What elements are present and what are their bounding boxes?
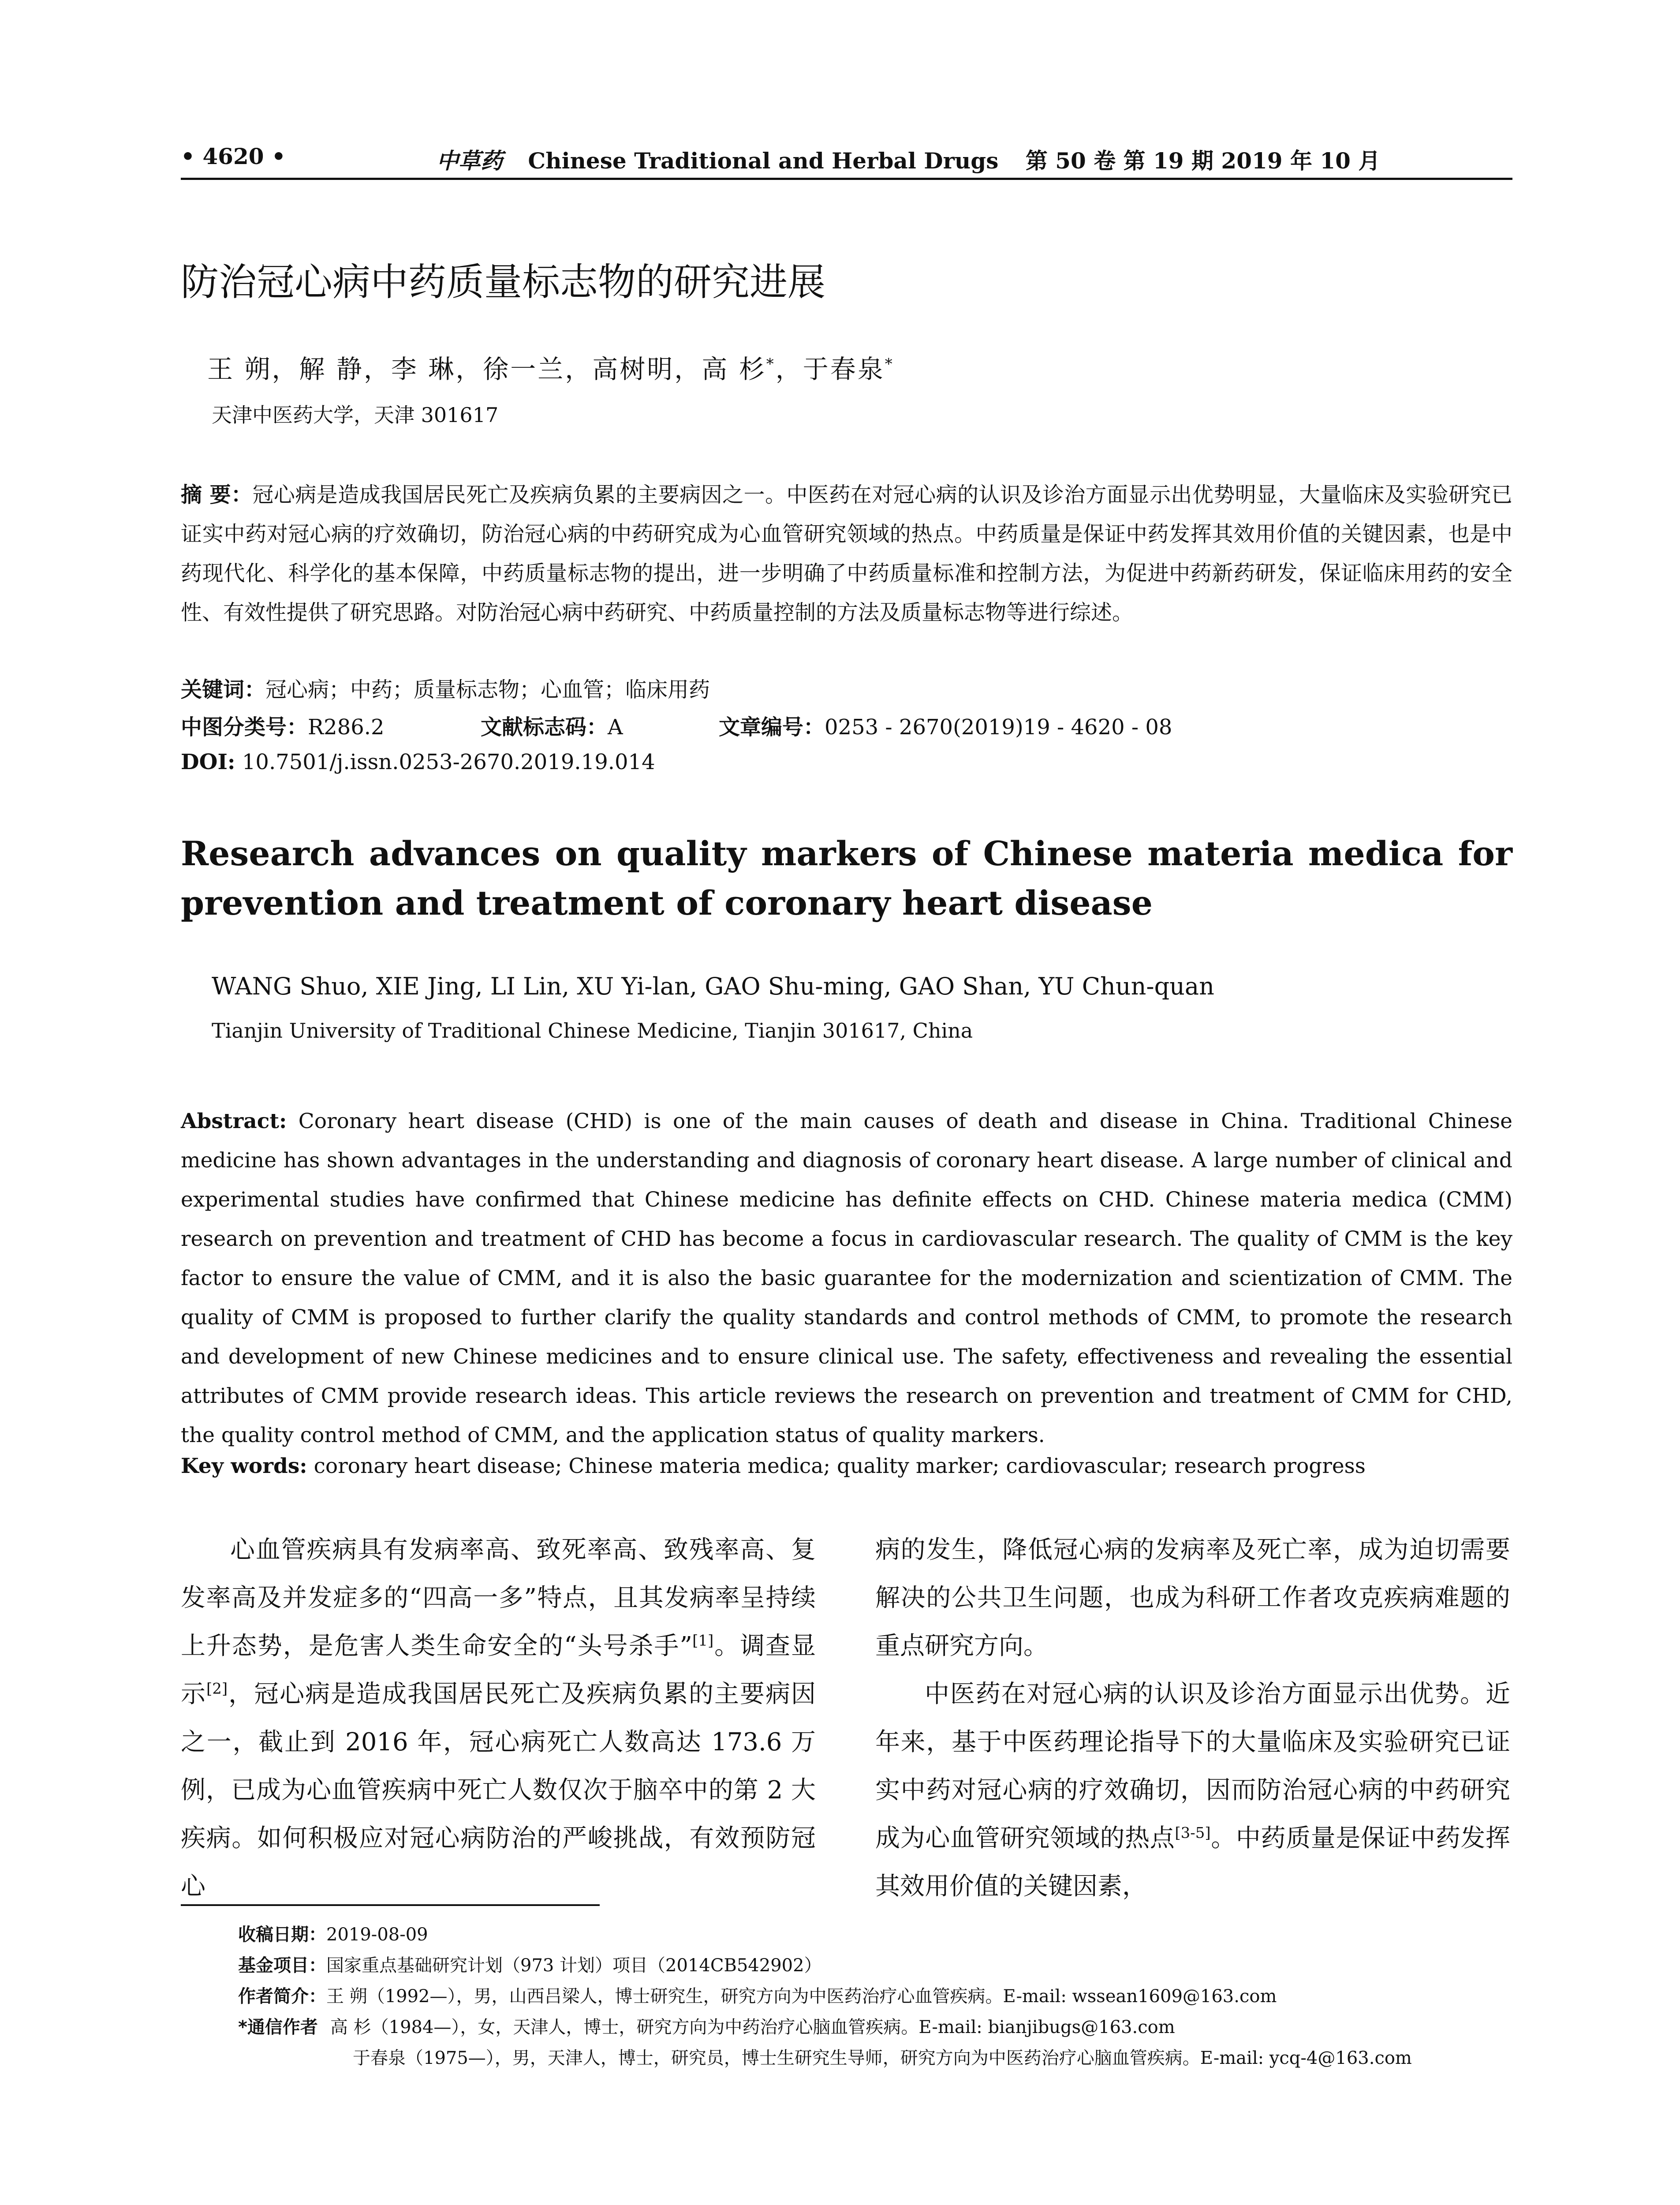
keywords-cn [181, 670, 1512, 710]
footnote-author-bio [238, 1982, 1277, 2007]
abstract-en-text: Coronary heart disease (CHD) is one of the main causes of death and disease in China. Traditional Chinese medicine has shown advantages in the understanding and diagnosis of coronary heart disease. A large number of clinical and experimental studies have confirmed that Chinese medicine has definite effects on CHD. Chinese materia medica (CMM) research on prevention and treatment of CHD has become a focus in cardiovascular research. The quality of CMM is the key factor to ensure the value of CMM, and it is also the basic guarantee for the modernization and scientization of CMM. The quality of CMM is proposed to further clarify the quality standards and control methods of CMM, to promote the research and development of new Chinese medicines and to ensure clinical use. The safety, effectiveness and revealing the essential attributes of CMM provide research ideas. This article reviews the research on prevention and treatment of CMM for CHD, the quality control method of CMM, and the application status of quality markers. [181, 1109, 1512, 1447]
body-right-paragraph-2 [875, 1670, 1510, 1910]
body-left-text-c: ，冠心病是造成我国居民死亡及疾病负累的主要病因之一，截止到 2016 年，冠心病死亡人数高达 173.6 万例，已成为心血管疾病中死亡人数仅次于脑卒中的第 2 大疾病。如何积极应对冠心病防治的严峻挑战，有效预防冠心 [181, 1680, 816, 1901]
footnote-rule [181, 1904, 600, 1906]
abstract-en-label: Abstract: [181, 1109, 287, 1133]
article-no-label: 文章编号： [719, 715, 825, 740]
corr-mark-2: * [885, 355, 894, 373]
article-no-cell [719, 710, 1172, 740]
footnote-received [238, 1921, 428, 1946]
doc-code-value: A [608, 715, 623, 740]
page-number: • 4620 • [181, 143, 286, 169]
received-date: 2019-08-09 [326, 1925, 428, 1945]
doc-code-label: 文献标志码： [481, 715, 608, 740]
citation-2[interactable]: [2] [206, 1680, 228, 1698]
affiliation-en: Tianjin University of Traditional Chinese Medicine, Tianjin 301617, China [212, 1019, 973, 1043]
fund-label: 基金项目： [238, 1955, 326, 1976]
doc-code-cell [481, 710, 623, 740]
authors-cn-list: 王 朔，解 静，李 琳，徐一兰，高树明，高 杉 [207, 354, 766, 384]
journal-name-cn: 中草药 [437, 148, 503, 174]
running-header [181, 139, 1512, 179]
footnote-fund [238, 1951, 822, 1977]
article-no-value: 0253 - 2670(2019)19 - 4620 - 08 [825, 715, 1172, 740]
journal-line [437, 143, 1380, 175]
issue-info: 第 50 卷 第 19 期 2019 年 10 月 [1025, 148, 1381, 174]
bio-text: 王 朔（1992—），男，山西吕梁人，博士研究生，研究方向为中医药治疗心血管疾病。E-mail: wssean1609@163.com [326, 1986, 1277, 2007]
keywords-en-label: Key words: [181, 1454, 307, 1478]
clc-label: 中图分类号： [181, 715, 308, 740]
clc-value: R286.2 [308, 715, 385, 740]
body-right-column [875, 1526, 1510, 1910]
abstract-cn-text: 冠心病是造成我国居民死亡及疾病负累的主要病因之一。中医药在对冠心病的认识及诊治方面显示出优势明显，大量临床及实验研究已证实中药对冠心病的疗效确切，防治冠心病的中药研究成为心血管研究领域的热点。中药质量是保证中药发挥其效用价值的关键因素，也是中药现代化、科学化的基本保障，中药质量标志物的提出，进一步明确了中药质量标准和控制方法，为促进中药新药研发，保证临床用药的安全性、有效性提供了研究思路。对防治冠心病中药研究、中药质量控制的方法及质量标志物等进行综述。 [181, 482, 1512, 625]
body-left-text-a: 心血管疾病具有发病率高、致死率高、致残率高、复发率高及并发症多的“四高一多”特点，且其发病率呈持续上升态势，是危害人类生命安全的“头号杀手” [181, 1536, 816, 1660]
corr-author-1: 高 杉（1984—），女，天津人，博士，研究方向为中药治疗心脑血管疾病。E-mail: bianjibugs@163.com [330, 2017, 1175, 2037]
keywords-cn-text: 冠心病；中药；质量标志物；心血管；临床用药 [265, 677, 710, 702]
body-left-text-b: 。调查显示 [181, 1632, 816, 1708]
title-en: Research advances on quality markers of Chinese materia medica for prevention and treatment of coronary heart disease [181, 834, 1512, 923]
title-cn: 防治冠心病中药质量标志物的研究进展 [181, 260, 825, 304]
body-right-text-b: 。中药质量是保证中药发挥其效用价值的关键因素， [875, 1824, 1510, 1901]
footnote-corresponding-2: 于春泉（1975—），男，天津人，博士，研究员，博士生研究生导师，研究方向为中医药治疗心脑血管疾病。E-mail: ycq-4@163.com [353, 2048, 1412, 2068]
body-right-paragraph-1: 病的发生，降低冠心病的发病率及死亡率，成为迫切需要解决的公共卫生问题，也成为科研工作者攻克疾病难题的重点研究方向。 [875, 1536, 1510, 1660]
header-rule [181, 178, 1512, 180]
abstract-cn-label: 摘 要： [181, 482, 253, 507]
citation-1[interactable]: [1] [692, 1632, 714, 1650]
authors-en: WANG Shuo, XIE Jing, LI Lin, XU Yi-lan, GAO Shu-ming, GAO Shan, YU Chun-quan [212, 972, 1214, 1000]
citation-3-5[interactable]: [3-5] [1175, 1824, 1211, 1842]
received-label: 收稿日期： [238, 1925, 326, 1945]
clc-cell [181, 710, 385, 740]
corr-label: *通信作者 [238, 2017, 318, 2037]
keywords-cn-label: 关键词： [181, 677, 266, 702]
body-left-column [181, 1526, 816, 1910]
footnote-corresponding [238, 2013, 1175, 2038]
affiliation-cn: 天津中医药大学，天津 301617 [212, 403, 499, 427]
fund-text: 国家重点基础研究计划（973 计划）项目（2014CB542902） [326, 1955, 822, 1976]
keywords-en-text: coronary heart disease; Chinese materia medica; quality marker; cardiovascular; research progress [314, 1454, 1366, 1478]
corr-mark-1: * [766, 355, 776, 373]
doi-line [181, 750, 655, 774]
authors-cn [207, 348, 894, 385]
doi-label: DOI: [181, 750, 235, 774]
bio-label: 作者简介： [238, 1986, 326, 2007]
doi-link[interactable]: 10.7501/j.issn.0253-2670.2019.19.014 [242, 750, 655, 774]
abstract-cn [181, 475, 1512, 632]
journal-name-en: Chinese Traditional and Herbal Drugs [528, 148, 999, 174]
keywords-en [181, 1446, 1512, 1486]
authors-cn-last: 于春泉 [803, 354, 885, 384]
body-right-text-a: 中医药在对冠心病的认识及诊治方面显示出优势。近年来，基于中医药理论指导下的大量临床及实验研究已证实中药对冠心病的疗效确切，因而防治冠心病的中药研究成为心血管研究领域的热点 [875, 1680, 1510, 1853]
authors-cn-sep: ， [775, 354, 803, 384]
abstract-en [181, 1102, 1512, 1455]
